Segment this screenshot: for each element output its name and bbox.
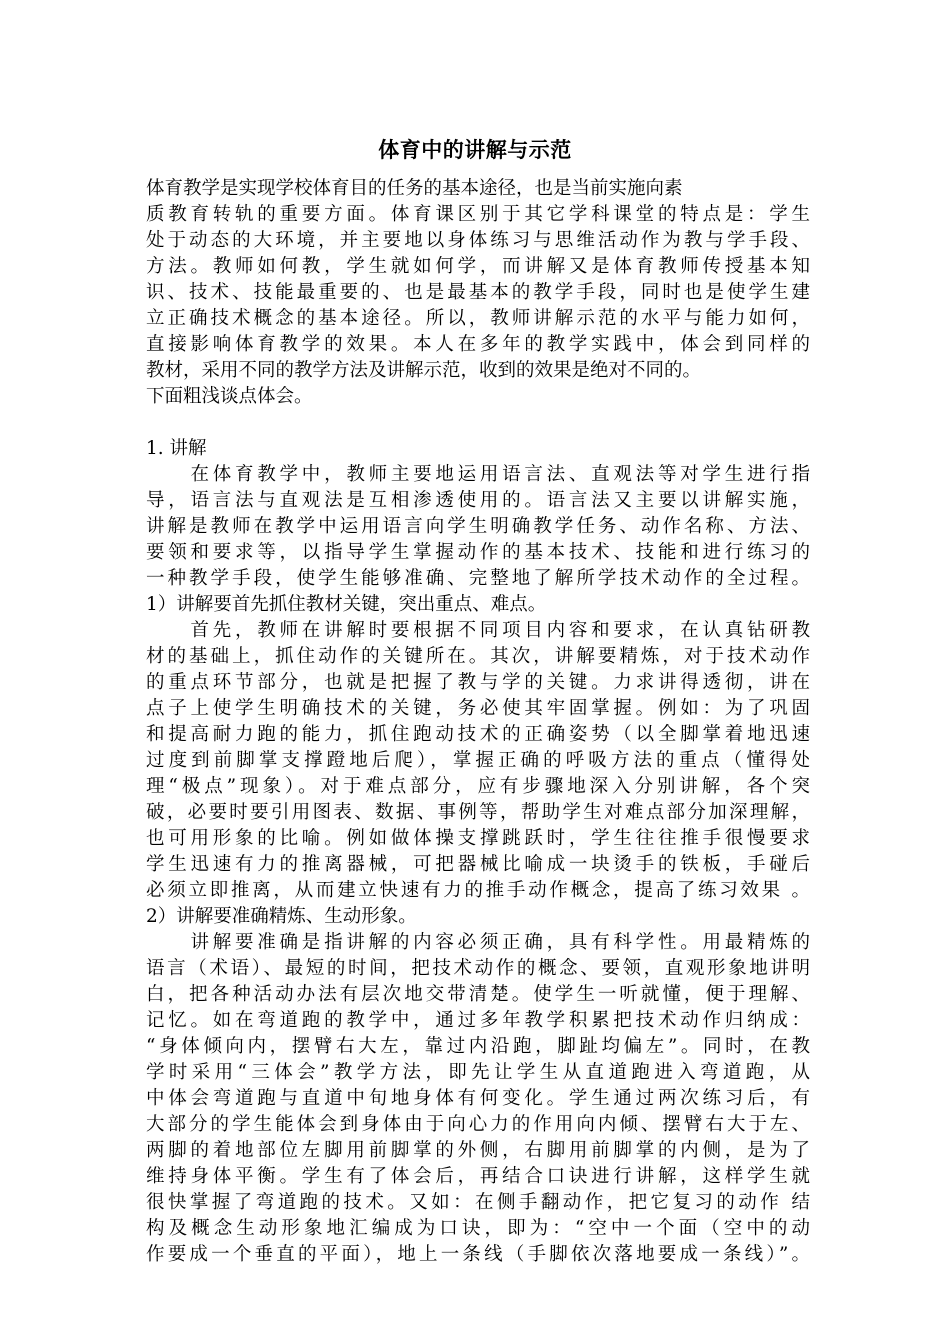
body-line-22: 和提高耐力跑的能力，抓住跑动技术的正确姿势（以全脚掌着地迅速 [146,724,810,745]
body-line-19: 材的基础上，抓住动作的关键所在。其次，讲解要精炼，对于技术动作 [146,646,810,667]
intro-line-4: 方法。教师如何教，学生就如何学，而讲解又是体育教师传授基本知 [146,256,810,277]
body-line-12: 在体育教学中，教师主要地运用语言法、直观法等对学生进行指 [146,464,810,485]
body-line-39: 维持身体平衡。学生有了体会后，再结合口诀进行讲解，这样学生就 [146,1166,810,1187]
document-title: 体育中的讲解与示范 [378,137,572,162]
body-line-13: 导，语言法与直观法是互相渗透使用的。语言法又主要以讲解实施， [146,490,810,511]
intro-line-3: 处于动态的大环境，并主要地以身体练习与思维活动作为教与学手段、 [146,230,810,251]
body-line-36: 中体会弯道跑与直道中旬地身体有何变化。学生通过两次练习后，有 [146,1088,810,1109]
body-line-15: 要领和要求等，以指导学生掌握动作的基本技术、技能和进行练习的 [146,542,810,563]
body-line-24: 理“极点”现象）。对于难点部分，应有步骤地深入分别讲解，各个突 [146,776,810,797]
body-line-20: 的重点环节部分，也就是把握了教与学的关键。力求讲得透彻，讲在 [146,672,810,693]
body-line-25: 破，必要时要引用图表、数据、事例等，帮助学生对难点部分加深理解， [146,802,810,823]
body-line-40: 很快掌握了弯道跑的技术。又如：在侧手翻动作，把它复习的动作 结 [146,1192,810,1213]
body-line-28: 必须立即推离，从而建立快速有力的推手动作概念，提高了练习效果 。 [146,880,810,901]
body-line-34: “身体倾向内，摆臂右大左，靠过内沿跑，脚趾均偏左”。同时，在教 [146,1036,810,1057]
body-line-23: 过度到前脚掌支撑蹬地后爬），掌握正确的呼吸方法的重点（懂得处 [146,750,810,771]
section-heading-1: 1. 讲解 [146,438,207,459]
body-line-18: 首先，教师在讲解时要根据不同项目内容和要求，在认真钻研教 [146,620,810,641]
body-line-42: 作要成一个垂直的平面），地上一条线（手脚依次落地要成一条线）”。 [146,1244,810,1265]
body-line-16: 一种教学手段，使学生能够准确、完整地了解所学技术动作的全过程。 [146,568,810,589]
body-line-27: 学生迅速有力的推离器械，可把器械比喻成一块烫手的铁板，手碰后 [146,854,810,875]
intro-line-2: 质教育转轨的重要方面。体育课区别于其它学科课堂的特点是：学生 [146,204,810,225]
body-line-21: 点子上使学生明确技术的关键，务必使其牢固掌握。例如：为了巩固 [146,698,810,719]
intro-line-1: 体育教学是实现学校体育目的任务的基本途径，也是当前实施向素 [146,178,683,199]
intro-line-8: 教材，采用不同的教学方法及讲解示范，收到的效果是绝对不同的。 [146,360,702,381]
body-line-31: 语言（术语）、最短的时间，把技术动作的概念、要领，直观形象地讲明 [146,958,810,979]
body-line-33: 记忆。如在弯道跑的教学中，通过多年教学积累把技术动作归纳成： [146,1010,810,1031]
intro-line-5: 识、技术、技能最重要的、也是最基本的教学手段，同时也是使学生建 [146,282,810,303]
intro-line-6: 立正确技术概念的基本途径。所以，教师讲解示范的水平与能力如何， [146,308,810,329]
intro-line-7: 直接影响体育教学的效果。本人在多年的教学实践中，体会到同样的 [146,334,810,355]
body-line-41: 构及概念生动形象地汇编成为口诀，即为：“空中一个面（空中的动 [146,1218,810,1239]
subheading-1: 1）讲解要首先抓住教材关键，突出重点、难点。 [146,594,547,615]
body-line-38: 两脚的着地部位左脚用前脚掌的外侧，右脚用前脚掌的内侧，是为了 [146,1140,810,1161]
intro-line-9: 下面粗浅谈点体会。 [146,386,313,407]
body-line-35: 学时采用“三体会”教学方法，即先让学生从直道跑进入弯道跑，从 [146,1062,810,1083]
body-line-30: 讲解要准确是指讲解的内容必须正确，具有科学性。用最精炼的 [146,932,810,953]
subheading-2: 2）讲解要准确精炼、生动形象。 [146,906,417,927]
body-line-26: 也可用形象的比喻。例如做体操支撑跳跃时，学生往往推手很慢要求 [146,828,810,849]
body-line-32: 白，把各种活动办法有层次地交带清楚。使学生一听就懂，便于理解、 [146,984,810,1005]
body-line-37: 大部分的学生能体会到身体由于向心力的作用向内倾、摆臂右大于左、 [146,1114,810,1135]
body-line-14: 讲解是教师在教学中运用语言向学生明确教学任务、动作名称、方法、 [146,516,810,537]
